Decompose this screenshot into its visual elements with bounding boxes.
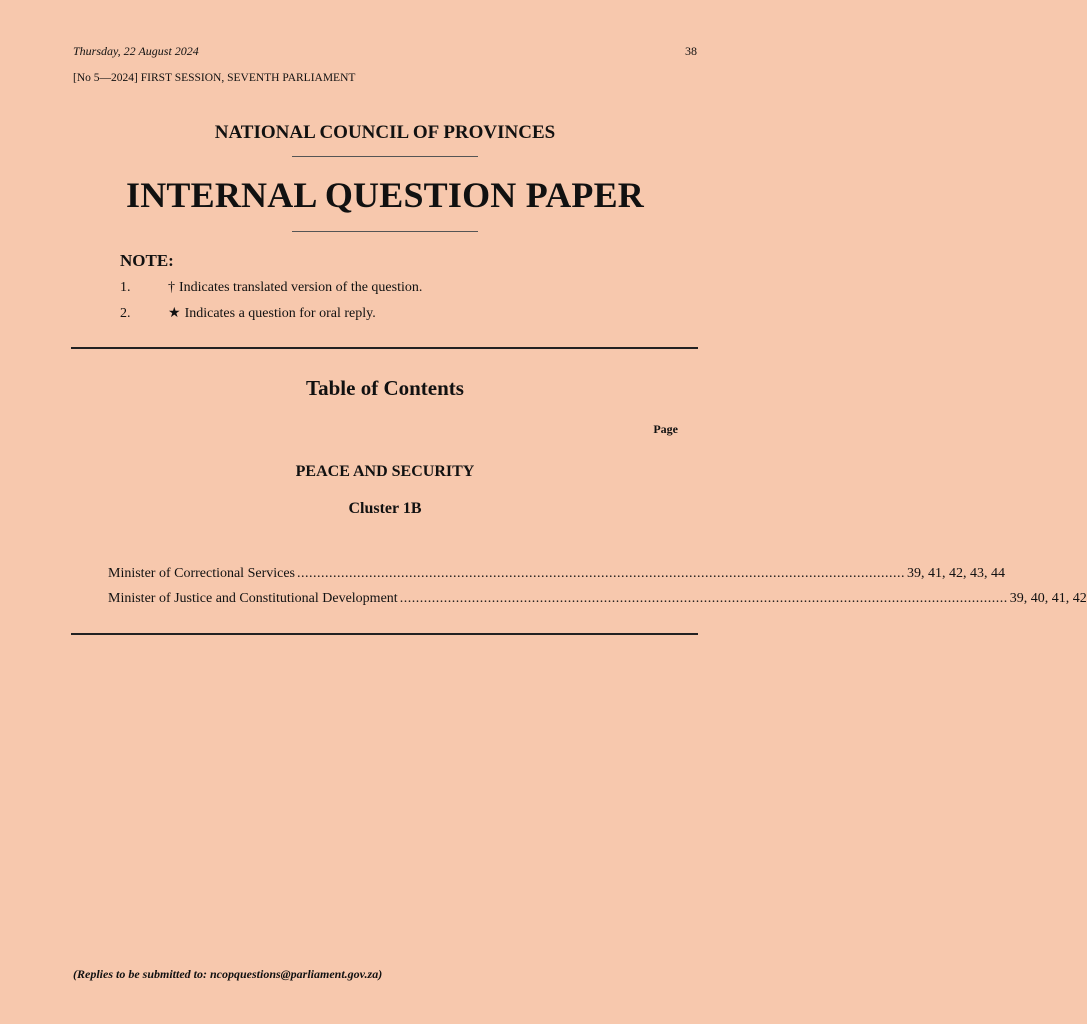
section-divider [71, 633, 698, 635]
toc-entry-pages: 39, 40, 41, 42 [1009, 591, 1087, 606]
toc-entry-pages: 39, 41, 42, 43, 44 [907, 566, 1006, 581]
dagger-icon: † [168, 280, 175, 295]
paper-title: INTERNAL QUESTION PAPER [125, 175, 645, 215]
footer-note: (Replies to be submitted to: ncopquestions@parliament.gov.za) [73, 967, 383, 981]
divider [292, 231, 478, 232]
header-date: Thursday, 22 August 2024 [73, 44, 199, 58]
note-item-number: 2. [120, 306, 131, 321]
toc-title: Table of Contents [306, 376, 464, 400]
toc-entry-label: Minister of Justice and Constitutional Development [108, 591, 398, 606]
page-column-label: Page [653, 422, 678, 436]
dot-leader: ........................................................................................................................................................ [399, 591, 1008, 606]
toc-entry-label: Minister of Correctional Services [108, 566, 296, 581]
toc-entry[interactable] [108, 566, 1006, 582]
note-item-text: Indicates translated version of the question. [179, 280, 423, 295]
council-heading: NATIONAL COUNCIL OF PROVINCES [214, 122, 556, 143]
divider [292, 156, 478, 157]
page-number: 38 [685, 44, 697, 58]
section-divider [71, 347, 698, 349]
note-item-text: Indicates a question for oral reply. [184, 306, 376, 321]
note-item [120, 280, 422, 296]
session-line: [No 5—2024] FIRST SESSION, SEVENTH PARLIAMENT [73, 72, 356, 84]
cluster-title: Cluster 1B [348, 500, 422, 517]
note-item-number: 1. [120, 280, 131, 295]
dot-leader: ........................................................................................................................................................ [297, 566, 906, 581]
note-heading: NOTE: [120, 251, 174, 270]
note-item [120, 305, 376, 322]
star-icon: ★ [168, 306, 181, 321]
section-title: PEACE AND SECURITY [295, 463, 475, 480]
toc-entry[interactable] [108, 591, 1087, 607]
